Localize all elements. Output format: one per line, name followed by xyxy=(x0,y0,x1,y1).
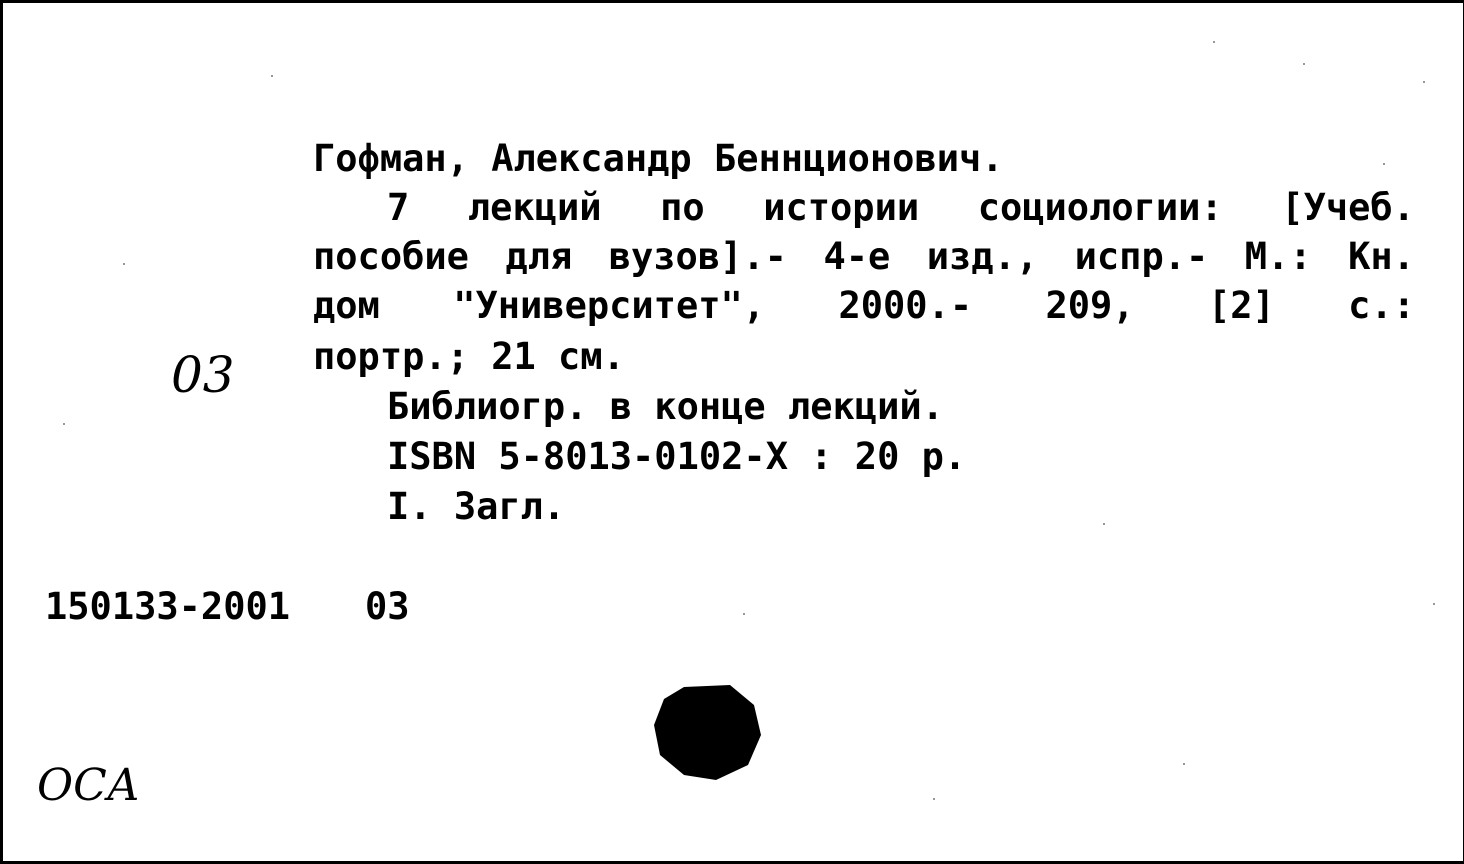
title-word: [2] xyxy=(1207,284,1275,327)
title-word: [Учеб. xyxy=(1281,186,1415,229)
title-word: Кн. xyxy=(1348,235,1415,278)
speck xyxy=(1183,763,1185,765)
speck xyxy=(1303,63,1305,65)
handwritten-shelf-mark: 03 xyxy=(171,346,235,404)
tracing-line: I. Загл. xyxy=(387,485,566,528)
title-word: социологии: xyxy=(977,186,1223,229)
speck xyxy=(1383,163,1385,165)
speck xyxy=(743,613,745,615)
title-word: испр.- xyxy=(1074,235,1209,278)
title-word: М.: xyxy=(1244,235,1312,278)
control-number: 150133-2001 xyxy=(45,585,291,628)
title-word: 209, xyxy=(1045,284,1135,327)
speck xyxy=(1423,81,1425,83)
shelf-code: 03 xyxy=(365,585,410,628)
title-line-3 xyxy=(313,286,1415,326)
speck xyxy=(1103,523,1105,525)
speck xyxy=(63,423,65,425)
title-word: 7 xyxy=(387,186,410,229)
title-word: лекций xyxy=(467,186,602,229)
title-word: для xyxy=(505,235,573,278)
punch-hole xyxy=(654,683,762,781)
speck xyxy=(271,75,273,77)
author-heading: Гофман, Александр Беннционович. xyxy=(313,137,1004,180)
title-word: пособие xyxy=(313,235,469,278)
title-line-1 xyxy=(387,188,1415,228)
title-line-2 xyxy=(313,237,1415,277)
physical-description: портр.; 21 см. xyxy=(313,335,625,378)
title-word: 2000.- xyxy=(838,284,973,327)
title-word: истории xyxy=(763,186,920,229)
handwritten-location-mark: ОСА xyxy=(37,760,141,811)
title-word: по xyxy=(660,186,705,229)
speck xyxy=(1213,41,1215,43)
title-word: вузов].- xyxy=(608,235,787,278)
speck xyxy=(933,798,935,800)
title-word: дом xyxy=(313,284,380,327)
title-word: "Университет", xyxy=(453,284,766,327)
isbn-line: ISBN 5-8013-0102-X : 20 р. xyxy=(387,435,967,478)
title-word: с.: xyxy=(1348,284,1415,327)
speck xyxy=(123,263,125,265)
title-word: 4-е xyxy=(823,235,891,278)
title-word: изд., xyxy=(926,235,1039,278)
speck xyxy=(1433,603,1435,605)
bibliography-note: Библиогр. в конце лекций. xyxy=(387,385,944,428)
